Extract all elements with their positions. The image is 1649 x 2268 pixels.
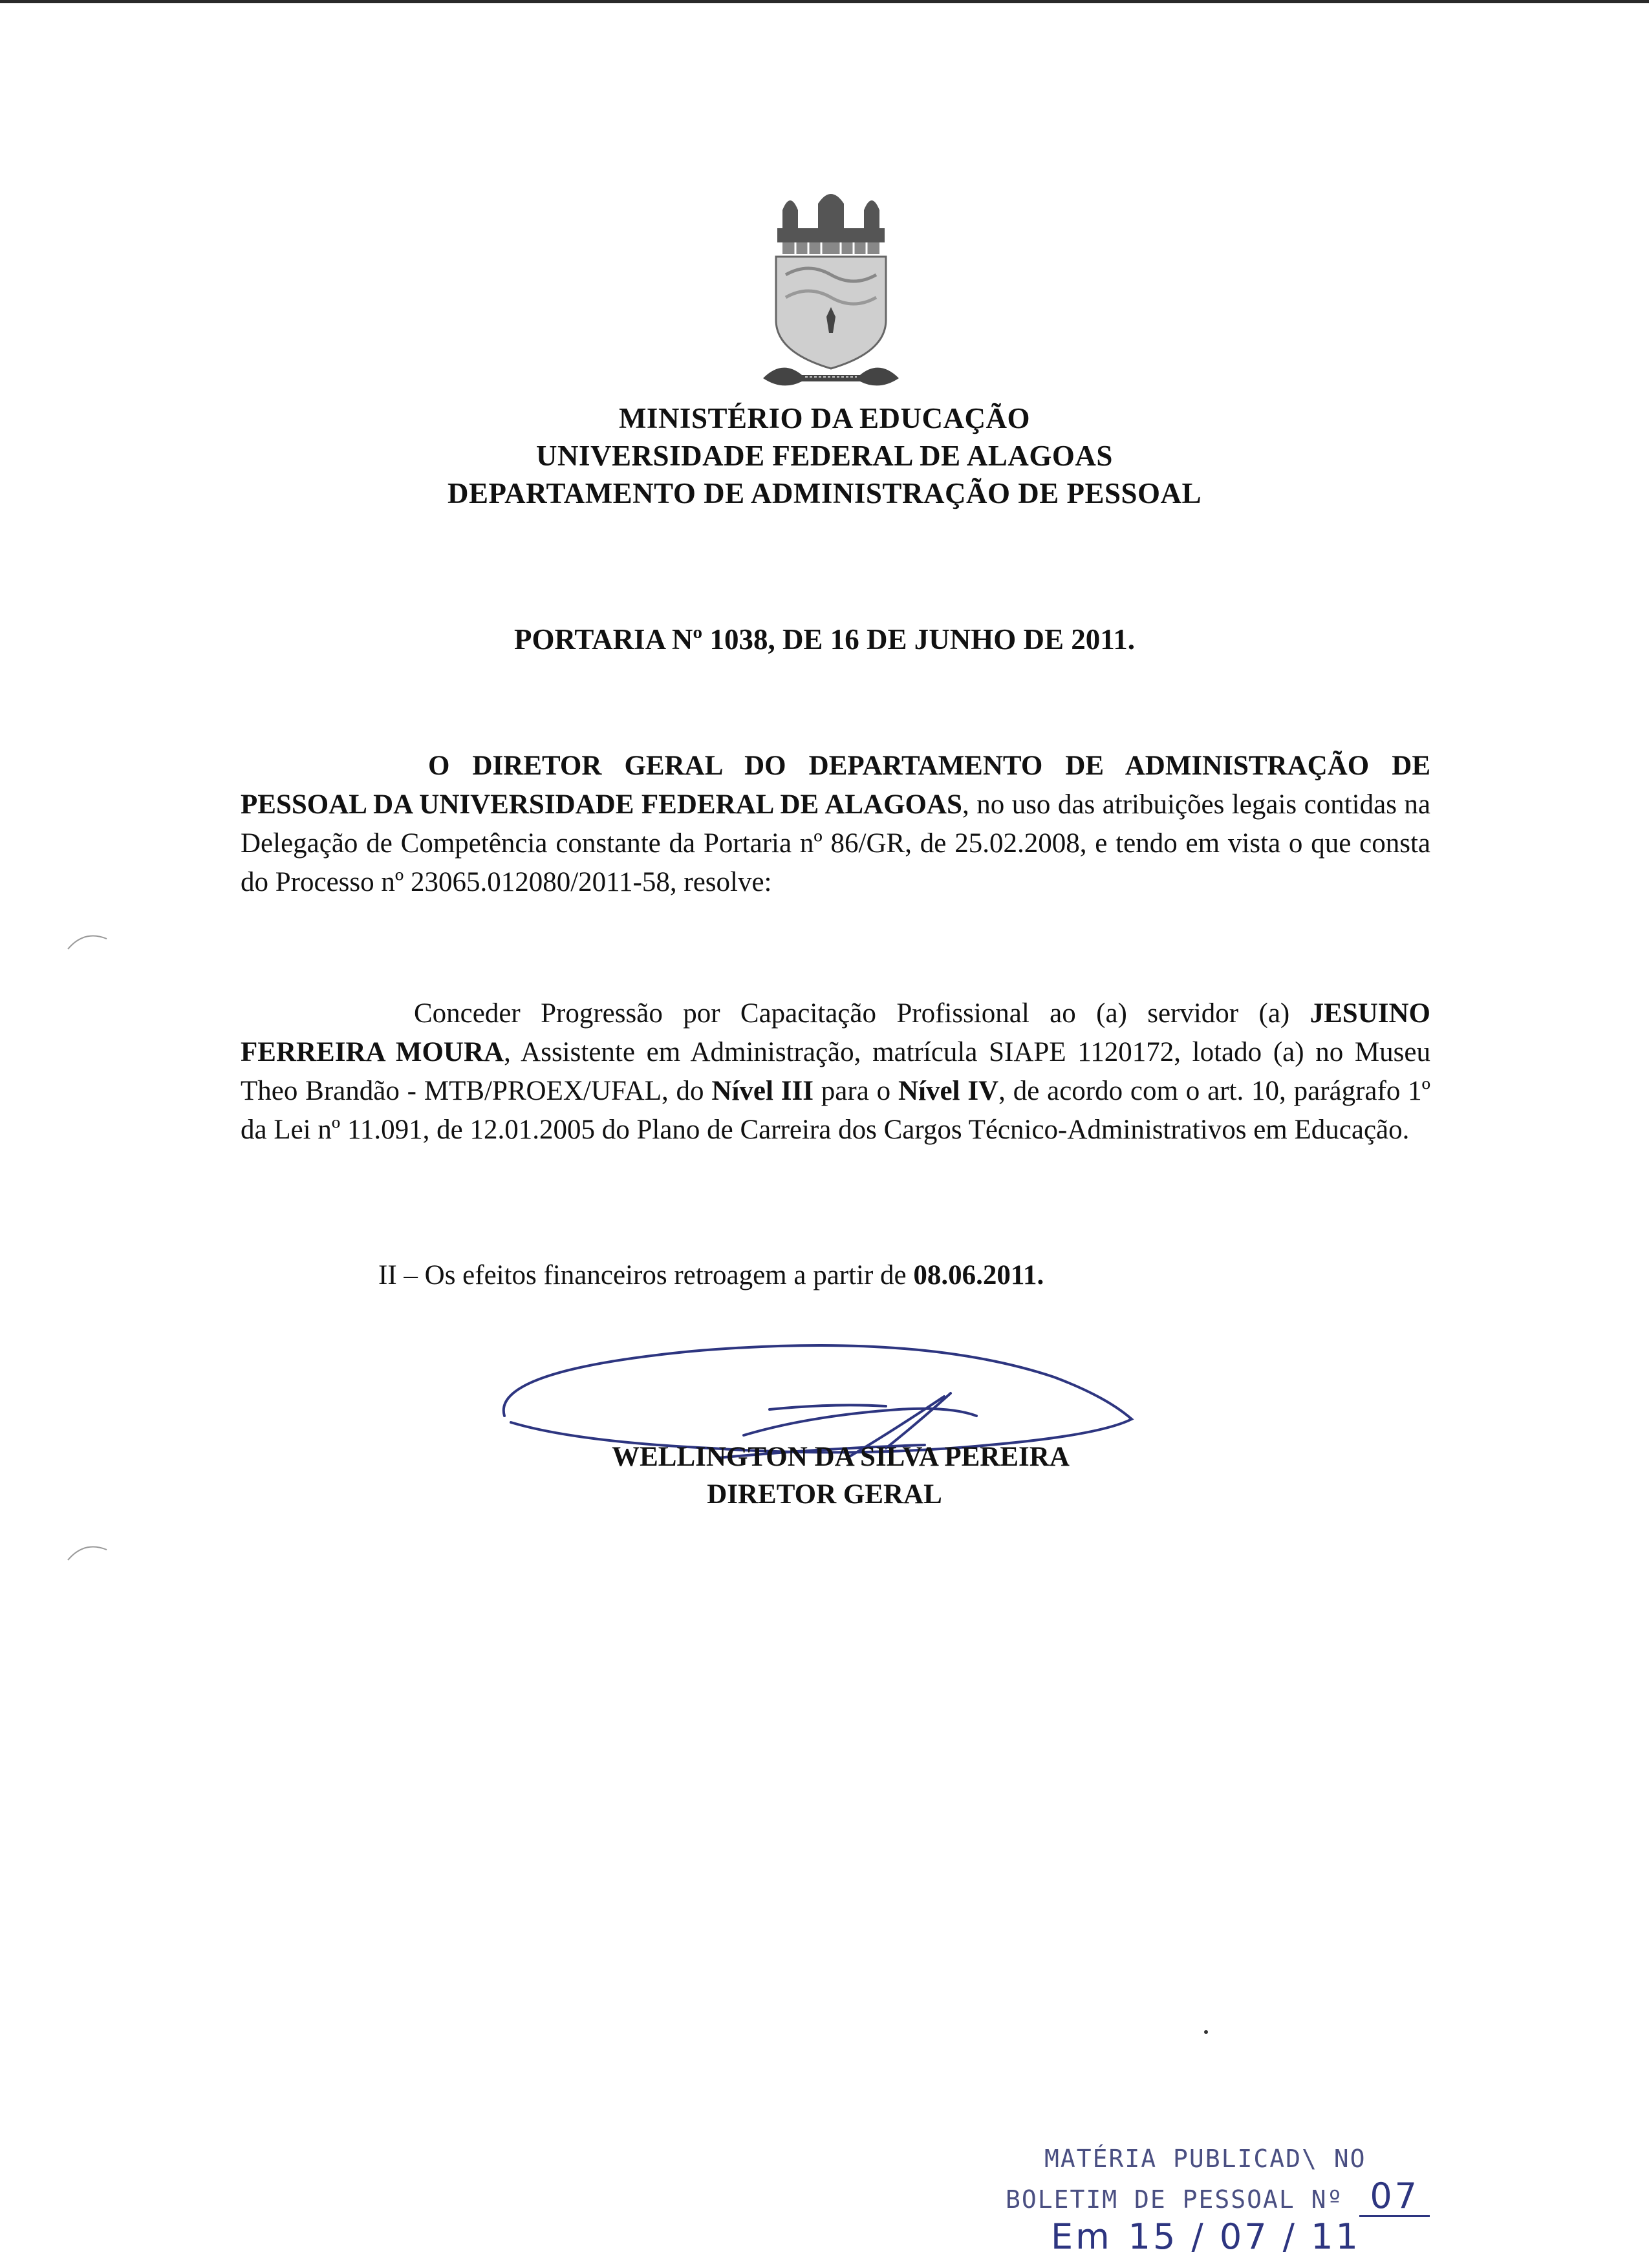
article-1-part3: para o (813, 1076, 898, 1106)
letterhead (0, 400, 1649, 512)
speck (1204, 2030, 1208, 2034)
page-top-edge (0, 0, 1649, 3)
article-1-part4: , de acordo com o art. 10, parágrafo 1º da Lei nº 11.091, de 12.01.2005 do Plano de Carreira dos Cargos Técnico-Administrativos em Educação. (241, 1076, 1431, 1145)
stamp-date-label: Em (1051, 2216, 1112, 2257)
article-2-paragraph (378, 1256, 1044, 1295)
university-crest-icon (757, 184, 905, 398)
punch-hole-mark-lower (65, 1542, 110, 1561)
letterhead-department: DEPARTAMENTO DE ADMINISTRAÇÃO DE PESSOAL (447, 477, 1202, 509)
preamble-bold-lead: O DIRETOR GERAL DO DEPARTAMENTO DE ADMINISTRAÇÃO DE PESSOAL DA UNIVERSIDADE FEDERAL DE ALAGOAS (241, 751, 1430, 820)
letterhead-ministry: MINISTÉRIO DA EDUCAÇÃO (618, 402, 1031, 434)
article-1-part1: Conceder Progressão por Capacitação Profissional ao (a) servidor (a) (414, 998, 1310, 1029)
effective-date: 08.06.2011. (913, 1260, 1044, 1290)
employee-name: JESUINO FERREIRA MOURA (241, 998, 1430, 1067)
stamp-line-1: MATÉRIA PUBLICAD\ NO (1044, 2145, 1366, 2173)
letterhead-university: UNIVERSIDADE FEDERAL DE ALAGOAS (536, 440, 1113, 472)
from-level: Nível III (711, 1076, 814, 1106)
signatory-name: WELLINGTON DA SILVA PEREIRA (612, 1442, 1070, 1472)
stamp-bulletin-label: BOLETIM DE PESSOAL Nº (1006, 2185, 1344, 2214)
signatory-block (0, 1439, 1649, 1514)
article-1-part2: , Assistente em Administração, matrícula SIAPE 1120172, lotado (a) no Museu Theo Brandão - MTB/PROEX/UFAL, do (241, 1037, 1430, 1106)
to-level: Nível IV (898, 1076, 999, 1106)
article-1-paragraph (241, 994, 1430, 1150)
punch-hole-mark-upper (65, 931, 110, 950)
stamp-line-3 (1006, 2218, 1458, 2259)
stamp-line-2 (1006, 2177, 1458, 2218)
preamble-paragraph (241, 747, 1430, 902)
stamp-bulletin-number: 07 (1359, 2177, 1430, 2217)
document-title: PORTARIA Nº 1038, DE 16 DE JUNHO DE 2011. (513, 623, 1135, 656)
stamp-date-value: 15 / 07 / 11 (1128, 2216, 1361, 2257)
preamble-text: , no uso das atribuições legais contidas na Delegação de Competência constante da Portaria nº 86/GR, de 25.02.2008, e tendo em vista o que consta do Processo nº 23065.012080/2011-58, resolve: (241, 789, 1430, 897)
article-2-text: II – Os efeitos financeiros retroagem a partir de (378, 1260, 914, 1290)
signatory-role: DIRETOR GERAL (707, 1479, 942, 1510)
publication-stamp (1006, 2140, 1458, 2259)
